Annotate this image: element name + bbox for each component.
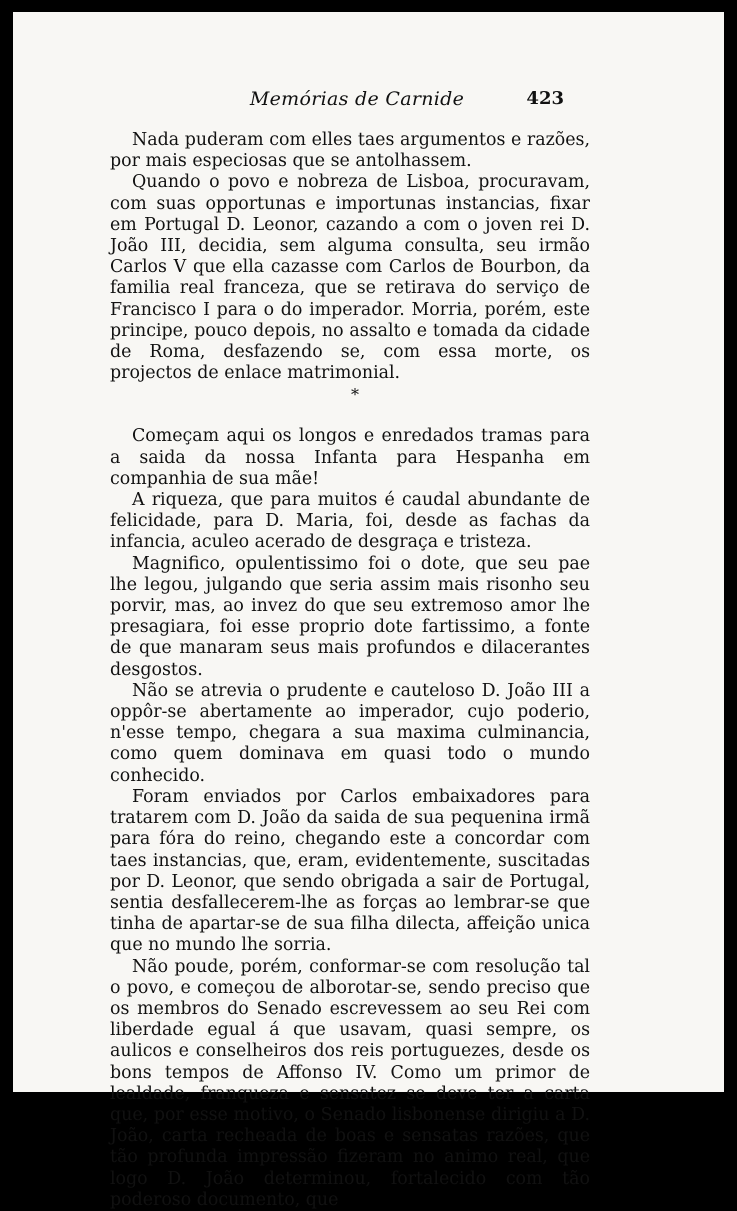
running-title: Memórias de Carnide (249, 88, 465, 110)
section-divider-asterisk: * (351, 385, 359, 405)
book-page (13, 12, 724, 1210)
body-text (110, 130, 590, 1211)
paragraph: A riqueza, que para muitos é caudal abundante de felicidade, para D. Maria, foi, desde as fachas da infancia, aculeo acerado de desgraça e tristeza. (110, 490, 590, 553)
paragraph: Não poude, porém, conformar-se com resolução tal o povo, e começou de alborotar-se, sendo preciso que os membros do Senado escrevessem ao seu Rei com liberdade egual á que usavam, quasi sempre, os aulicos e conselheiros dos reis portuguezes, desde os bons tempos de Affonso IV. Como um primor de lealdade, franqueza e sensatez se deve ter a carta que, por esse motivo, o Senado lisbonense dirigiu a D. João, carta recheada de boas e sensatas razões, que tão profunda impressão fizeram no animo real, que logo D. João determinou, fortalecido com tão poderoso documento, que (110, 956, 590, 1210)
page-number: 423 (526, 88, 564, 109)
paragraph: Nada puderam com elles taes argumentos e razões, por mais especiosas que se antolhassem. (110, 130, 590, 172)
paragraph: Magnifico, opulentissimo foi o dote, que seu pae lhe legou, julgando que seria assim mais risonho seu porvir, mas, ao invez do que seu extremoso amor lhe presagiara, foi esse proprio dote fartissimo, a fonte de que manaram seus mais profundos e dilacerantes desgostos. (110, 553, 590, 680)
paragraph: Foram enviados por Carlos embaixadores para tratarem com D. João da saida de sua pequenina irmã para fóra do reino, chegando este a concordar com taes instancias, que, eram, evidentemente, suscitadas por D. Leonor, que sendo obrigada a sair de Portugal, sentia desfallecerem-lhe as forças ao lembrar-se que tinha de apartar-se de sua filha dilecta, affeição unica que no mundo lhe sorria. (110, 786, 590, 956)
paragraph: Não se atrevia o prudente e cauteloso D. João III a oppôr-se abertamente ao imperador, cujo poderio, n'esse tempo, chegara a sua maxima culminancia, como quem dominava em quasi todo o mundo conhecido. (110, 680, 590, 786)
paragraph: Quando o povo e nobreza de Lisboa, procuravam, com suas opportunas e importunas instancias, fixar em Portugal D. Leonor, cazando a com o joven rei D. João III, decidia, sem alguma consulta, seu irmão Carlos V que ella cazasse com Carlos de Bourbon, da familia real franceza, que se retirava do serviço de Francisco I para o do imperador. Morria, porém, este principe, pouco depois, no assalto e tomada da cidade de Roma, desfazendo se, com essa morte, os projectos de enlace matrimonial. (110, 172, 590, 384)
paragraph: Começam aqui os longos e enredados tramas para a saida da nossa Infanta para Hespanha em companhia de sua mãe! (110, 426, 590, 489)
running-header (13, 88, 724, 116)
